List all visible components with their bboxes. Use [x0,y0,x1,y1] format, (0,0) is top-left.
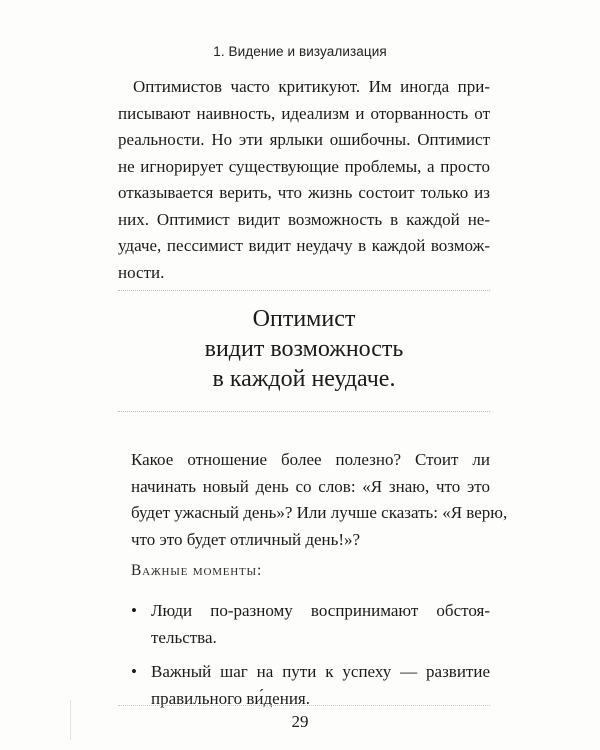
paragraph-line: начинать новый день со слов: «Я знаю, что это [131,476,490,496]
paragraph-line: не игнорирует существующие проблемы, а просто [118,156,490,176]
paragraph-line: отказывается верить, что жизнь состоит только из [118,183,490,202]
pull-quote-line: в каждой неудаче. [212,366,396,392]
footer-rule [118,705,490,706]
paragraph-line: реальности. Но эти ярлыки ошибочны. Оптимист [118,130,490,149]
pull-quote-bottom-rule [118,411,490,412]
paragraph-optimists [118,74,490,286]
pull-quote [118,304,490,394]
key-points-heading: Важные моменты: [131,562,263,579]
pull-quote-line: видит возможность [204,336,404,362]
paragraph-line: удаче, пессимист видит неудачу в каждой возмож- [118,236,490,255]
paragraph-attitude [131,447,508,553]
running-head: 1. Видение и визуализация [213,44,387,59]
list-item-line: тельства. [151,627,217,647]
bullet-icon: • [131,601,137,620]
list-item-line: Важный шаг на пути к успеху — развитие [151,662,490,681]
pull-quote-line: Оптимист [252,306,356,332]
list-item-line: правильного ви́дения. [151,688,310,708]
list-item [118,598,490,651]
bullet-icon: • [131,662,137,681]
paragraph-line: будет ужасный день»? Или лучше сказать: «Я верю, [131,503,508,522]
paragraph-line: ности. [118,262,165,282]
paragraph-line: них. Оптимист видит возможность в каждой не- [118,209,490,229]
list-item-line: Люди по-разному воспринимают обстоя- [151,601,490,620]
paragraph-line: Какое отношение более полезно? Стоит ли [131,450,490,469]
paragraph-line: писывают наивность, идеализм и оторванность от [118,103,490,123]
paragraph-line: что это будет отличный день!»? [131,529,361,549]
pull-quote-top-rule [118,290,490,291]
key-points-list [118,598,490,720]
page-number: 29 [291,712,309,731]
paragraph-line: Оптимистов часто критикуют. Им иногда при- [133,77,490,96]
